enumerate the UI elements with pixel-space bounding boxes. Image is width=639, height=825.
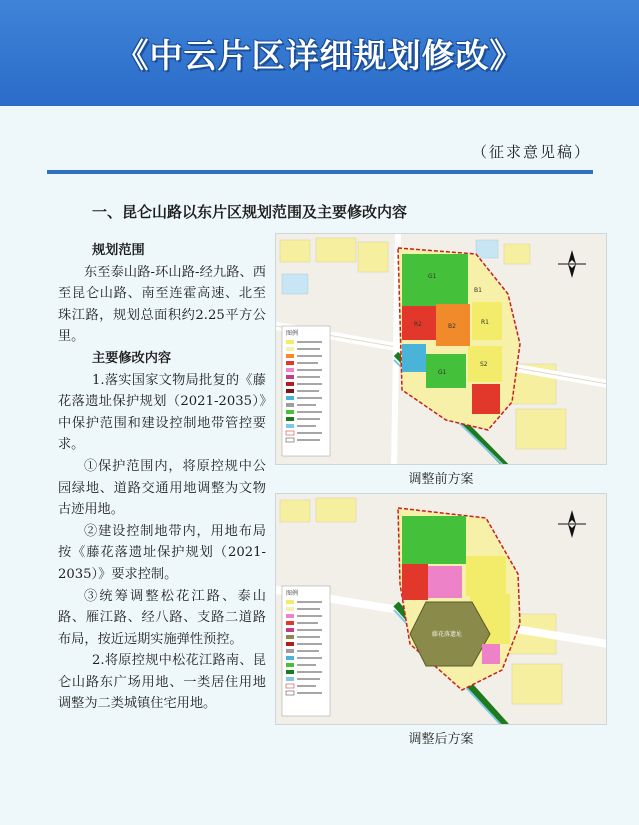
change-item-2: 2.将原控规中松花江路南、昆仑山路东广场用地、一类居住用地调整为二类城镇住宅用地。 <box>58 653 266 712</box>
map-label: S2 <box>480 361 488 368</box>
section-heading: 一、昆仑山路以东片区规划范围及主要修改内容 <box>92 203 408 221</box>
change-item-1a: ①保护范围内，将原控规中公园绿地、道路交通用地调整为文物古迹用地。 <box>58 458 266 518</box>
scope-text: 东至泰山路-环山路-经九路、西至昆仑山路、南至连霍高速、北至珠江路，规划总面积约2.25平方公里。 <box>58 264 266 345</box>
legend-title: 图例 <box>286 590 299 597</box>
map-after-caption: 调整后方案 <box>408 732 474 747</box>
change-item-1c: ③统筹调整松花江路、泰山路、雁江路、经八路、支路二道路布局，按近远期实施弹性预控。 <box>58 588 266 647</box>
change-item-1b: ②建设控制地带内，用地布局按《藤花落遗址保护规划（2021-2035）》要求控制。 <box>58 523 266 582</box>
map-label: R2 <box>414 321 422 328</box>
scope-heading: 规划范围 <box>92 243 145 258</box>
header-banner <box>0 0 639 106</box>
map-before <box>275 233 607 465</box>
divider-rule <box>47 170 593 174</box>
map-after <box>275 493 607 725</box>
changes-heading: 主要修改内容 <box>92 350 172 366</box>
map-label: R1 <box>481 319 489 326</box>
heritage-label: 藤花落遗址 <box>432 631 463 638</box>
change-item-1: 1.落实国家文物局批复的《藤花落遗址保护规划（2021-2035）》中保护范围和建设控制地带管控要求。 <box>58 372 266 453</box>
map-before-graphic <box>276 234 607 465</box>
page-title: 《中云片区详细规划修改》 <box>115 36 524 75</box>
map-label: B2 <box>448 323 456 330</box>
map-label: G1 <box>438 369 447 376</box>
map-before-caption: 调整前方案 <box>408 472 474 487</box>
map-label: B1 <box>474 287 482 294</box>
map-after-graphic <box>276 494 607 725</box>
draft-subtitle: （征求意见稿） <box>471 143 591 161</box>
body-text <box>58 240 266 715</box>
legend-title: 图例 <box>286 330 299 337</box>
map-label: G1 <box>428 273 437 280</box>
